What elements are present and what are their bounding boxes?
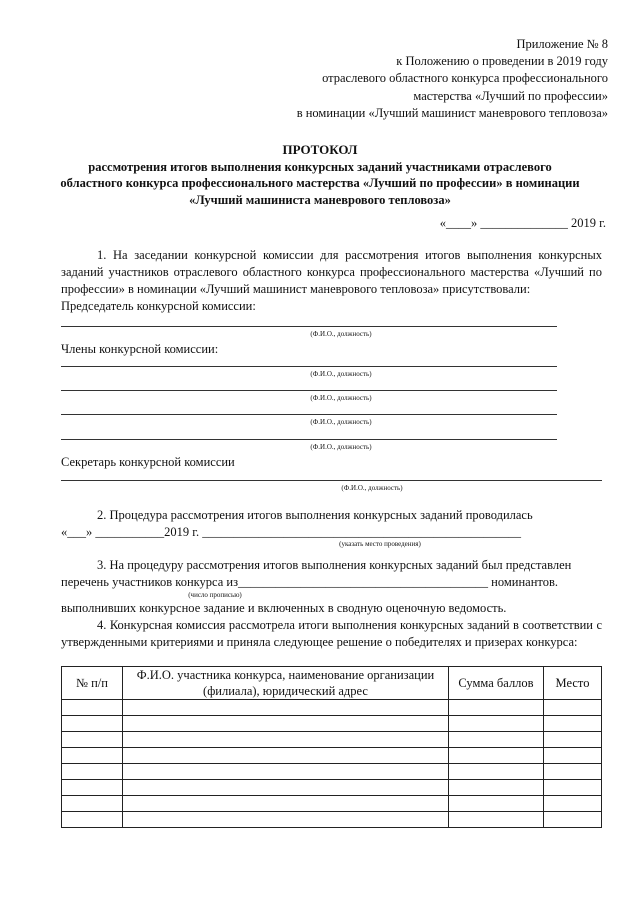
table-row [62,732,602,748]
secretary-label: Секретарь конкурсной комиссии [61,455,235,469]
title-line-1: рассмотрения итогов выполнения конкурсных заданий участниками отраслевого [88,159,552,174]
members-label: Члены конкурсной комиссии: [61,342,219,356]
chairman-line [61,326,557,327]
paragraph-3-line-2: перечень участников конкурса из________________________________________ номинантов. [61,575,558,589]
table-header-row [62,667,602,700]
col-place-header: Место [544,667,602,700]
annex-number: Приложение № 8 [516,37,608,51]
chairman-label: Председатель конкурсной комиссии: [61,299,256,313]
document-title [40,142,600,208]
member-line-4 [61,439,557,440]
annex-line-5: в номинации «Лучший машинист маневрового тепловоза» [296,105,608,120]
paragraph-2-date: «___» ___________2019 г. ___________________________________________________ [61,525,521,539]
title-line-3: «Лучший машиниста маневрового тепловоза» [189,192,451,207]
fio-caption: (Ф.И.О., должность) [341,484,403,492]
paragraph-3-line-1: 3. На процедуру рассмотрения итогов выполнения конкурсных заданий был представлен [97,558,572,572]
place-caption: (указать место проведения) [339,540,421,548]
annex-line-2: к Положению о проведении в 2019 году [396,54,608,69]
paragraph-1: 1. На заседании конкурсной комиссии для рассмотрения итогов выполнения конкурсных заданий участников отраслевого областного конкурса профессионального мастерства «Лучший по профессии» в номинации «Лучший машинист маневрового тепловоза» присутствовали: [61,248,602,297]
annex-line-4: мастерства «Лучший по профессии» [413,88,608,103]
paragraph-4: 4. Конкурсная комиссия рассмотрела итоги выполнения конкурсных заданий в соответствии с утвержденными критериями и приняла следующее решение о победителях и призерах конкурса: [61,618,602,650]
paragraph-2: 2. Процедура рассмотрения итогов выполнения конкурсных заданий проводилась [97,508,533,522]
table-row [62,812,602,828]
table-row [62,716,602,732]
col-number-header: № п/п [62,667,123,700]
title-heading: ПРОТОКОЛ [282,142,358,157]
number-caption: (число прописью) [188,591,242,599]
col-name-header: Ф.И.О. участника конкурса, наименование организации (филиала), юридический адрес [123,667,449,700]
member-line-2 [61,390,557,391]
secretary-line [61,480,602,481]
fio-caption: (Ф.И.О., должность) [310,370,372,378]
table-row [62,700,602,716]
col-score-header: Сумма баллов [449,667,544,700]
table-row [62,780,602,796]
title-line-2: областного конкурса профессионального мастерства «Лучший по профессии» в номинации [60,176,580,191]
member-line-1 [61,366,557,367]
paragraph-3-line-3: выполнивших конкурсное задание и включенных в сводную оценочную ведомость. [61,601,507,615]
date-line: «____» ______________ 2019 г. [439,216,606,230]
table-row [62,748,602,764]
results-table [61,666,602,828]
fio-caption: (Ф.И.О., должность) [310,330,372,338]
annex-header [208,36,608,122]
table-row [62,796,602,812]
annex-line-3: отраслевого областного конкурса профессионального [322,71,608,86]
table-row [62,764,602,780]
fio-caption: (Ф.И.О., должность) [310,443,372,451]
fio-caption: (Ф.И.О., должность) [310,394,372,402]
fio-caption: (Ф.И.О., должность) [310,418,372,426]
member-line-3 [61,414,557,415]
